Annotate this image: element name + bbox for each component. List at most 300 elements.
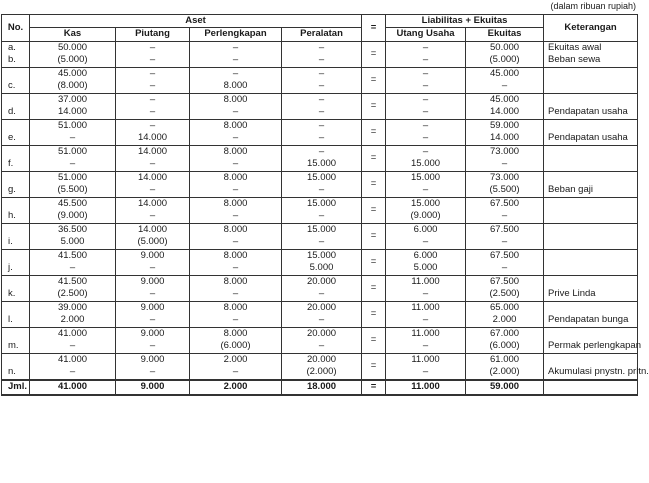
cell-piutang-line: (5.000) <box>137 236 168 248</box>
total-peralatan: 18.000 <box>282 380 362 395</box>
cell-keterangan-line: Pendapatan usaha <box>548 132 628 144</box>
cell-utang-usaha <box>386 67 466 93</box>
cell-keterangan-line <box>548 80 634 92</box>
cell-kas-line: (5.000) <box>57 54 88 66</box>
cell-kas-line: (2.500) <box>57 288 88 300</box>
cell-peralatan-line: – <box>318 119 325 131</box>
cell-ekuitas-line: 14.000 <box>490 132 520 144</box>
cell-peralatan-line: 15.000 <box>306 223 337 235</box>
cell-peralatan <box>282 353 362 380</box>
cell-perlengkapan-line: 8.000 <box>223 327 248 339</box>
cell-peralatan-line: – <box>318 67 325 79</box>
cell-keterangan-line: Pendapatan bunga <box>548 314 629 326</box>
cell-perlengkapan-line: – <box>232 184 239 196</box>
cell-utang-usaha-line: – <box>422 93 429 105</box>
cell-kas-line: 5.000 <box>60 236 85 248</box>
cell-keterangan-line: Prive Linda <box>548 288 596 300</box>
cell-peralatan-line: – <box>318 41 325 53</box>
cell-ekuitas <box>466 223 544 249</box>
cell-kas <box>30 301 116 327</box>
cell-ekuitas-line: (6.000) <box>489 340 520 352</box>
cell-keterangan <box>544 93 638 119</box>
cell-piutang-line: – <box>149 340 156 352</box>
cell-perlengkapan <box>190 119 282 145</box>
cell-no <box>2 145 30 171</box>
cell-kas-line: 51.000 <box>57 145 88 157</box>
cell-perlengkapan-line: 8.000 <box>223 80 248 92</box>
cell-kas-line: 41.000 <box>57 353 88 365</box>
cell-peralatan <box>282 249 362 275</box>
table-row <box>2 353 638 380</box>
cell-keterangan <box>544 353 649 380</box>
cell-ekuitas-line: 65.000 <box>490 301 520 313</box>
cell-no-line <box>8 302 26 314</box>
cell-peralatan-line: 20.000 <box>306 275 337 287</box>
cell-piutang-line: 9.000 <box>140 275 165 287</box>
cell-no-line <box>8 250 26 262</box>
cell-kas <box>30 67 116 93</box>
total-row <box>2 380 638 395</box>
cell-utang-usaha-line: 15.000 <box>411 158 441 170</box>
cell-keterangan-line: Akumulasi pnystn. prltn. <box>548 366 649 378</box>
cell-piutang-line: – <box>149 262 156 274</box>
cell-peralatan <box>282 223 362 249</box>
cell-piutang <box>116 145 190 171</box>
cell-keterangan-line <box>548 120 634 132</box>
cell-no-line: a. <box>8 41 16 53</box>
cell-peralatan <box>282 93 362 119</box>
cell-ekuitas-line: 59.000 <box>490 119 520 131</box>
cell-piutang-line: 14.000 <box>137 171 168 183</box>
cell-utang-usaha-line: (9.000) <box>410 210 441 222</box>
cell-keterangan-line <box>548 262 634 274</box>
cell-perlengkapan <box>190 223 282 249</box>
cell-keterangan <box>544 41 638 67</box>
table-row <box>2 41 638 67</box>
cell-no-line: f. <box>8 158 14 170</box>
cell-no <box>2 93 30 119</box>
cell-ekuitas-line: 2.000 <box>492 314 517 326</box>
cell-perlengkapan <box>190 353 282 380</box>
cell-keterangan-line <box>548 158 634 170</box>
table-row <box>2 93 638 119</box>
cell-piutang <box>116 223 190 249</box>
cell-piutang-line: – <box>149 184 156 196</box>
cell-no-line: n. <box>8 366 16 378</box>
cell-peralatan-line: 15.000 <box>306 171 337 183</box>
cell-keterangan <box>544 197 638 223</box>
cell-no-line: j. <box>8 262 13 274</box>
cell-piutang-line: 14.000 <box>137 145 168 157</box>
cell-peralatan-line: 15.000 <box>306 158 337 170</box>
table-row <box>2 327 638 353</box>
cell-kas-line: 51.000 <box>57 119 88 131</box>
cell-kas <box>30 93 116 119</box>
cell-kas-line: 14.000 <box>57 106 88 118</box>
cell-kas-line: – <box>69 158 76 170</box>
cell-ekuitas <box>466 249 544 275</box>
cell-utang-usaha-line: – <box>422 119 429 131</box>
cell-keterangan-line: Ekuitas awal <box>548 41 602 53</box>
cell-piutang <box>116 353 190 380</box>
cell-peralatan <box>282 327 362 353</box>
cell-piutang <box>116 301 190 327</box>
cell-utang-usaha <box>386 249 466 275</box>
cell-perlengkapan <box>190 301 282 327</box>
cell-no-line: c. <box>8 80 16 92</box>
table-row <box>2 301 638 327</box>
header-keterangan: Keterangan <box>544 15 638 42</box>
cell-ekuitas-line: – <box>501 262 508 274</box>
cell-kas-line: – <box>69 340 76 352</box>
total-utang-usaha: 11.000 <box>386 380 466 395</box>
cell-equals: = <box>362 119 386 145</box>
unit-note: (dalam ribuan rupiah) <box>550 1 636 11</box>
cell-no-line <box>8 146 26 158</box>
cell-ekuitas-line: 67.500 <box>490 275 520 287</box>
cell-no-line: e. <box>8 132 16 144</box>
cell-keterangan <box>544 301 638 327</box>
cell-utang-usaha <box>386 223 466 249</box>
cell-piutang-line: – <box>149 80 156 92</box>
cell-ekuitas <box>466 119 544 145</box>
cell-kas <box>30 171 116 197</box>
header-peralatan: Peralatan <box>282 28 362 41</box>
cell-peralatan <box>282 145 362 171</box>
total-piutang: 9.000 <box>116 380 190 395</box>
total-kas: 41.000 <box>30 380 116 395</box>
cell-ekuitas-line: – <box>501 80 508 92</box>
cell-peralatan-line: 5.000 <box>309 262 334 274</box>
cell-no-line: m. <box>8 340 19 352</box>
cell-peralatan-line: – <box>318 314 325 326</box>
header-liabilitas-ekuitas: Liabilitas + Ekuitas <box>386 15 544 28</box>
cell-utang-usaha-line: – <box>422 67 429 79</box>
cell-utang-usaha-line: – <box>422 132 429 144</box>
cell-piutang-line: – <box>149 93 156 105</box>
cell-keterangan-line <box>548 146 634 158</box>
cell-ekuitas-line: 61.000 <box>490 353 520 365</box>
cell-keterangan <box>544 275 638 301</box>
cell-no-line <box>8 276 26 288</box>
cell-perlengkapan-line: – <box>232 236 239 248</box>
header-ekuitas: Ekuitas <box>466 28 544 41</box>
cell-kas <box>30 327 116 353</box>
cell-keterangan <box>544 171 638 197</box>
cell-keterangan-line: Pendapatan usaha <box>548 106 628 118</box>
cell-kas-line: 41.500 <box>57 249 88 261</box>
cell-no <box>2 67 30 93</box>
cell-ekuitas-line: 67.000 <box>490 327 520 339</box>
cell-peralatan-line: – <box>318 340 325 352</box>
cell-kas-line: 45.500 <box>57 197 88 209</box>
cell-utang-usaha <box>386 197 466 223</box>
cell-ekuitas <box>466 67 544 93</box>
cell-no <box>2 197 30 223</box>
cell-ekuitas <box>466 301 544 327</box>
cell-kas <box>30 275 116 301</box>
cell-piutang <box>116 41 190 67</box>
cell-utang-usaha-line: 6.000 <box>413 249 438 261</box>
cell-piutang-line: – <box>149 314 156 326</box>
cell-ekuitas-line: 73.000 <box>490 145 520 157</box>
cell-ekuitas-line: (2.500) <box>489 288 520 300</box>
cell-equals: = <box>362 327 386 353</box>
cell-keterangan <box>544 249 638 275</box>
cell-equals: = <box>362 223 386 249</box>
cell-no-line <box>8 68 26 80</box>
cell-kas-line: 41.500 <box>57 275 88 287</box>
cell-piutang <box>116 327 190 353</box>
cell-perlengkapan-line: – <box>232 158 239 170</box>
cell-piutang-line: 9.000 <box>140 353 165 365</box>
cell-peralatan-line: – <box>318 80 325 92</box>
cell-peralatan <box>282 67 362 93</box>
cell-utang-usaha-line: – <box>422 366 429 378</box>
cell-ekuitas <box>466 41 544 67</box>
cell-piutang-line: – <box>149 54 156 66</box>
cell-no <box>2 249 30 275</box>
total-equals: = <box>362 380 386 395</box>
cell-perlengkapan <box>190 93 282 119</box>
cell-no-line <box>8 224 26 236</box>
cell-piutang <box>116 67 190 93</box>
cell-kas <box>30 197 116 223</box>
cell-ekuitas-line: 45.000 <box>490 93 520 105</box>
cell-kas <box>30 41 116 67</box>
cell-perlengkapan-line: 8.000 <box>223 197 248 209</box>
cell-perlengkapan <box>190 197 282 223</box>
cell-kas <box>30 145 116 171</box>
cell-ekuitas-line: (5.000) <box>489 54 520 66</box>
cell-equals: = <box>362 353 386 380</box>
cell-utang-usaha <box>386 171 466 197</box>
cell-utang-usaha-line: – <box>422 54 429 66</box>
cell-perlengkapan <box>190 327 282 353</box>
cell-perlengkapan-line: – <box>232 41 239 53</box>
cell-ekuitas <box>466 93 544 119</box>
cell-ekuitas <box>466 275 544 301</box>
cell-keterangan <box>544 327 641 353</box>
cell-ekuitas <box>466 171 544 197</box>
header-no: No. <box>2 15 30 42</box>
cell-no-line: h. <box>8 210 16 222</box>
cell-utang-usaha <box>386 301 466 327</box>
cell-utang-usaha-line: – <box>422 80 429 92</box>
cell-kas-line: 51.000 <box>57 171 88 183</box>
table-body <box>2 41 649 380</box>
cell-no <box>2 353 30 380</box>
cell-perlengkapan-line: 8.000 <box>223 119 248 131</box>
cell-peralatan-line: 15.000 <box>306 197 337 209</box>
cell-no-line: l. <box>8 314 13 326</box>
cell-piutang-line: 9.000 <box>140 249 165 261</box>
cell-peralatan-line: – <box>318 106 325 118</box>
cell-piutang <box>116 93 190 119</box>
cell-kas-line: – <box>69 132 76 144</box>
cell-perlengkapan-line: – <box>232 288 239 300</box>
cell-piutang <box>116 197 190 223</box>
cell-keterangan-line: Permak perlengkapan <box>548 340 641 352</box>
cell-utang-usaha <box>386 275 466 301</box>
cell-perlengkapan-line: 8.000 <box>223 249 248 261</box>
cell-piutang-line: 9.000 <box>140 301 165 313</box>
cell-ekuitas-line: 50.000 <box>490 41 520 53</box>
cell-no <box>2 327 30 353</box>
cell-keterangan-line <box>548 94 634 106</box>
cell-peralatan-line: – <box>318 236 325 248</box>
cell-kas <box>30 119 116 145</box>
cell-no-line <box>8 328 26 340</box>
cell-ekuitas-line: (5.500) <box>489 184 520 196</box>
cell-perlengkapan-line: 8.000 <box>223 275 248 287</box>
cell-ekuitas-line: (2.000) <box>489 366 520 378</box>
cell-keterangan-line <box>548 354 634 366</box>
cell-keterangan-line <box>548 68 634 80</box>
cell-piutang-line: 14.000 <box>137 197 168 209</box>
cell-peralatan-line: – <box>318 210 325 222</box>
cell-peralatan-line: – <box>318 54 325 66</box>
cell-peralatan-line: – <box>318 93 325 105</box>
cell-no <box>2 223 30 249</box>
cell-utang-usaha-line: 11.000 <box>411 327 440 339</box>
cell-no <box>2 41 30 67</box>
cell-no <box>2 119 30 145</box>
total-label: Jml. <box>2 380 30 395</box>
cell-utang-usaha-line: – <box>422 314 429 326</box>
header-aset: Aset <box>30 15 362 28</box>
cell-no-line <box>8 94 26 106</box>
cell-piutang-line: – <box>149 158 156 170</box>
cell-perlengkapan <box>190 41 282 67</box>
cell-keterangan <box>544 67 638 93</box>
cell-equals: = <box>362 145 386 171</box>
cell-peralatan-line: (2.000) <box>306 366 337 378</box>
cell-utang-usaha <box>386 353 466 380</box>
cell-kas-line: 50.000 <box>57 41 88 53</box>
cell-peralatan <box>282 275 362 301</box>
cell-perlengkapan-line: 8.000 <box>223 301 248 313</box>
cell-ekuitas-line: 67.500 <box>490 197 520 209</box>
cell-perlengkapan-line: 8.000 <box>223 145 248 157</box>
cell-no <box>2 275 30 301</box>
cell-perlengkapan <box>190 275 282 301</box>
cell-keterangan-line <box>548 210 634 222</box>
cell-kas-line: – <box>69 262 76 274</box>
cell-piutang-line: 14.000 <box>137 223 168 235</box>
cell-piutang-line: – <box>149 106 156 118</box>
cell-ekuitas-line: – <box>501 158 508 170</box>
cell-no-line <box>8 172 26 184</box>
table-row <box>2 223 638 249</box>
cell-keterangan-line <box>548 224 634 236</box>
cell-ekuitas-line: – <box>501 236 508 248</box>
header-piutang: Piutang <box>116 28 190 41</box>
cell-keterangan-line <box>548 328 634 340</box>
cell-perlengkapan-line: – <box>232 67 239 79</box>
cell-no-line: i. <box>8 236 13 248</box>
cell-ekuitas <box>466 353 544 380</box>
cell-kas-line: 45.000 <box>57 67 88 79</box>
cell-peralatan <box>282 171 362 197</box>
cell-ekuitas <box>466 327 544 353</box>
cell-utang-usaha-line: 11.000 <box>411 301 440 313</box>
cell-piutang-line: – <box>149 41 156 53</box>
cell-no-line: d. <box>8 106 16 118</box>
cell-utang-usaha <box>386 93 466 119</box>
cell-perlengkapan-line: – <box>232 210 239 222</box>
cell-utang-usaha-line: – <box>422 236 429 248</box>
cell-perlengkapan-line: 2.000 <box>223 353 248 365</box>
cell-piutang-line: 9.000 <box>140 327 165 339</box>
table-row <box>2 249 638 275</box>
cell-utang-usaha <box>386 41 466 67</box>
cell-kas <box>30 249 116 275</box>
cell-piutang-line: – <box>149 210 156 222</box>
cell-perlengkapan-line: – <box>232 106 239 118</box>
cell-utang-usaha-line: 6.000 <box>413 223 438 235</box>
cell-equals: = <box>362 67 386 93</box>
cell-keterangan-line: Beban sewa <box>548 54 601 66</box>
cell-utang-usaha-line: 11.000 <box>411 275 440 287</box>
cell-kas-line: 37.000 <box>57 93 88 105</box>
cell-perlengkapan-line: 8.000 <box>223 171 248 183</box>
cell-perlengkapan <box>190 145 282 171</box>
header-equals: = <box>362 15 386 42</box>
cell-utang-usaha-line: – <box>422 288 429 300</box>
header-perlengkapan: Perlengkapan <box>190 28 282 41</box>
cell-perlengkapan <box>190 171 282 197</box>
cell-ekuitas-line: 45.000 <box>490 67 520 79</box>
cell-peralatan-line: 20.000 <box>306 353 337 365</box>
cell-utang-usaha-line: – <box>422 145 429 157</box>
cell-equals: = <box>362 93 386 119</box>
cell-kas-line: (8.000) <box>57 80 88 92</box>
cell-ekuitas-line: 14.000 <box>490 106 520 118</box>
table-row <box>2 67 638 93</box>
cell-ekuitas-line: 67.500 <box>490 249 520 261</box>
cell-keterangan <box>544 223 638 249</box>
cell-piutang-line: 14.000 <box>137 132 168 144</box>
cell-utang-usaha <box>386 145 466 171</box>
cell-no-line <box>8 120 26 132</box>
cell-utang-usaha <box>386 119 466 145</box>
cell-piutang <box>116 249 190 275</box>
cell-utang-usaha-line: 5.000 <box>413 262 438 274</box>
cell-perlengkapan-line: 8.000 <box>223 93 248 105</box>
cell-ekuitas-line: 73.000 <box>490 171 520 183</box>
cell-no <box>2 171 30 197</box>
cell-keterangan-line <box>548 236 634 248</box>
cell-perlengkapan-line: 8.000 <box>223 223 248 235</box>
cell-kas <box>30 223 116 249</box>
cell-kas-line: 41.000 <box>57 327 88 339</box>
cell-kas-line: – <box>69 366 76 378</box>
cell-peralatan-line: 15.000 <box>306 249 337 261</box>
cell-peralatan <box>282 301 362 327</box>
header-utang-usaha: Utang Usaha <box>386 28 466 41</box>
cell-equals: = <box>362 301 386 327</box>
cell-piutang <box>116 275 190 301</box>
cell-no-line: b. <box>8 54 16 66</box>
cell-equals: = <box>362 275 386 301</box>
cell-perlengkapan-line: (6.000) <box>220 340 251 352</box>
cell-perlengkapan <box>190 67 282 93</box>
cell-kas-line: 36.500 <box>57 223 88 235</box>
cell-keterangan-line <box>548 198 634 210</box>
cell-keterangan-line <box>548 172 634 184</box>
cell-perlengkapan-line: – <box>232 54 239 66</box>
